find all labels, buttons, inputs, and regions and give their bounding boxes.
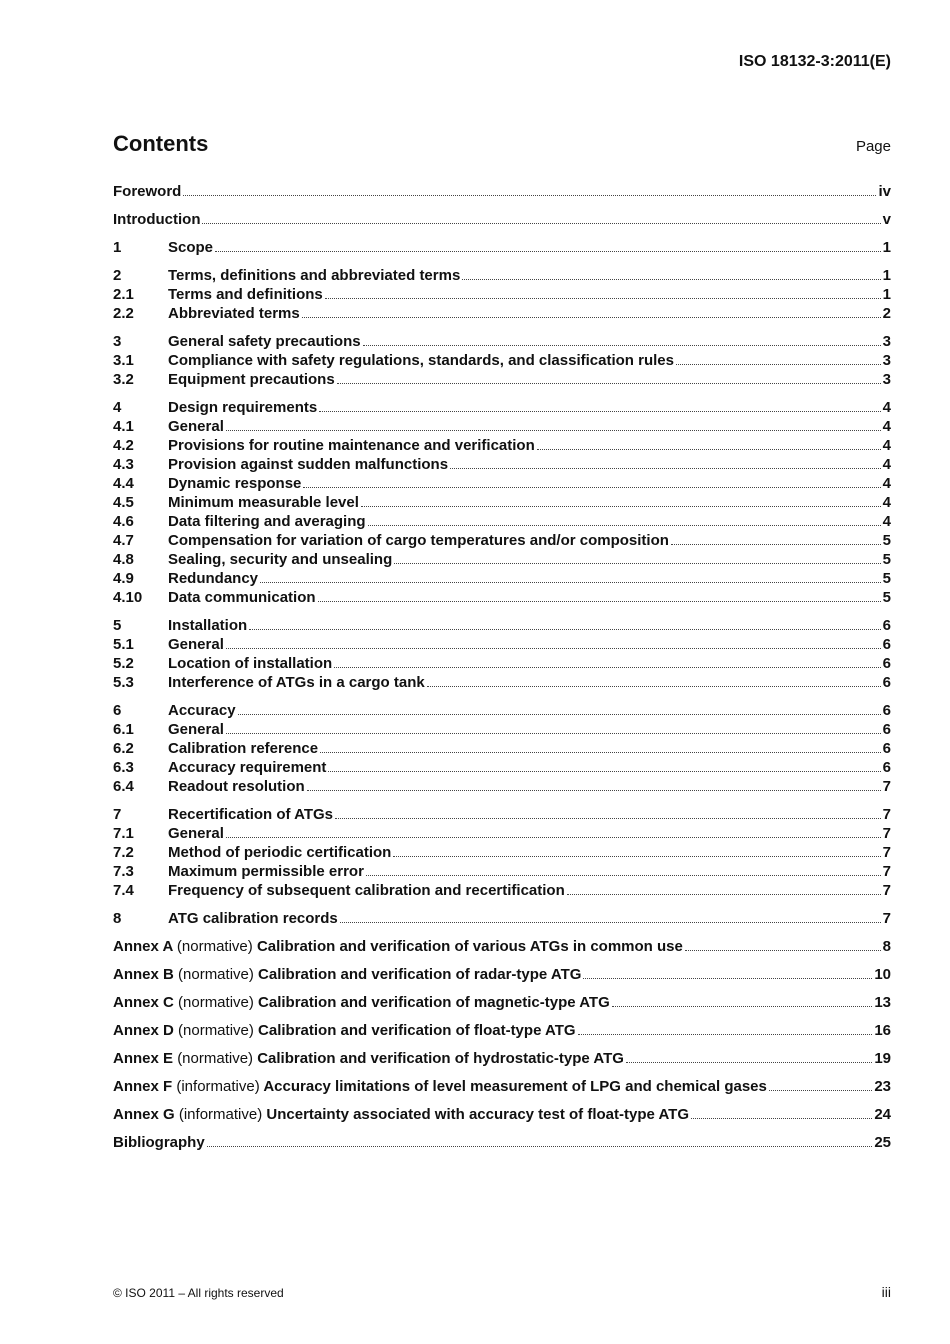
table-of-contents	[113, 182, 891, 1152]
toc-entry-heading: Sealing, security and unsealing	[168, 551, 393, 568]
toc-entry-number: 7.2	[113, 844, 134, 861]
toc-entry-prefix: Introduction	[113, 211, 201, 228]
document-reference: ISO 18132-3:2011(E)	[738, 53, 891, 70]
toc-entry-title	[113, 1077, 767, 1096]
toc-entry-number: 5.3	[113, 674, 134, 691]
toc-entry[interactable]	[113, 531, 891, 550]
toc-entry-title	[168, 739, 318, 758]
toc-dot-leader	[676, 363, 881, 365]
toc-entry-page: 1	[882, 267, 891, 284]
toc-dot-leader	[202, 222, 880, 224]
toc-dot-leader	[249, 628, 880, 630]
toc-entry-title	[168, 285, 323, 304]
toc-entry-number: 4.10	[113, 589, 143, 606]
toc-entry-page: 4	[882, 513, 891, 530]
toc-entry-page: 4	[882, 475, 891, 492]
toc-entry-number: 4.2	[113, 437, 134, 454]
toc-dot-leader	[318, 600, 881, 602]
toc-entry[interactable]	[113, 588, 891, 607]
toc-entry[interactable]	[113, 569, 891, 588]
toc-dot-leader	[226, 647, 881, 649]
toc-entry-heading: Installation	[168, 617, 248, 634]
toc-entry-heading: Interference of ATGs in a cargo tank	[168, 674, 425, 691]
toc-dot-leader	[307, 789, 881, 791]
toc-entry-page: 6	[882, 617, 891, 634]
toc-entry-title	[168, 758, 326, 777]
toc-entry[interactable]	[113, 1077, 891, 1096]
toc-dot-leader	[226, 836, 881, 838]
toc-entry[interactable]	[113, 1105, 891, 1124]
toc-entry-title	[168, 550, 392, 569]
toc-entry-number: 4.8	[113, 551, 134, 568]
toc-entry-heading: Method of periodic certification	[168, 844, 392, 861]
toc-entry-page: 19	[874, 1050, 891, 1067]
toc-entry-title	[168, 881, 565, 900]
toc-entry-prefix: Annex G	[113, 1106, 175, 1123]
toc-entry-number: 3.2	[113, 371, 134, 388]
contents-title: Contents	[113, 131, 209, 156]
toc-entry[interactable]	[113, 474, 891, 493]
toc-entry-heading: Dynamic response	[168, 475, 302, 492]
toc-entry[interactable]	[113, 351, 891, 370]
toc-entry-heading: General	[168, 721, 224, 738]
toc-entry-number: 6.4	[113, 778, 134, 795]
toc-entry-title	[168, 862, 364, 881]
toc-entry-number: 4.3	[113, 456, 134, 473]
toc-entry-title	[168, 635, 224, 654]
toc-entry[interactable]	[113, 993, 891, 1012]
toc-entry-heading: Provisions for routine maintenance and verification	[168, 437, 535, 454]
toc-entry-page: 7	[882, 910, 891, 927]
toc-dot-leader	[366, 874, 881, 876]
toc-entry-title	[113, 1105, 689, 1124]
toc-entry-heading: Calibration reference	[168, 740, 319, 757]
toc-entry-heading: Calibration and verification of magnetic-type ATG	[258, 994, 610, 1011]
toc-entry[interactable]	[113, 238, 891, 257]
toc-entry-heading: Uncertainty associated with accuracy test of float-type ATG	[266, 1106, 689, 1123]
toc-entry-heading: Accuracy requirement	[168, 759, 327, 776]
toc-entry-heading: Calibration and verification of various ATGs in common use	[256, 938, 683, 955]
toc-dot-leader	[302, 316, 881, 318]
toc-entry-title	[168, 304, 300, 323]
toc-entry-title	[168, 720, 224, 739]
toc-entry-number: 6.2	[113, 740, 134, 757]
toc-entry-annex-type: (normative)	[176, 938, 253, 955]
toc-entry-heading: Terms and definitions	[168, 286, 323, 303]
toc-entry[interactable]	[113, 720, 891, 739]
toc-dot-leader	[238, 713, 881, 715]
toc-entry-page: 8	[882, 938, 891, 955]
toc-entry-prefix: Foreword	[113, 183, 182, 200]
toc-dot-leader	[462, 278, 880, 280]
toc-dot-leader	[337, 382, 881, 384]
toc-entry-page: 6	[882, 740, 891, 757]
toc-entry-title	[113, 182, 181, 201]
toc-entry-page: 5	[882, 551, 891, 568]
toc-entry-title	[113, 1049, 624, 1068]
toc-entry-number: 4.9	[113, 570, 134, 587]
page-number: iii	[881, 1284, 891, 1300]
toc-entry-page: 5	[882, 589, 891, 606]
toc-entry-heading: Compliance with safety regulations, standards, and classification rules	[168, 352, 674, 369]
toc-entry-page: 4	[882, 456, 891, 473]
toc-entry-title	[113, 965, 581, 984]
toc-entry[interactable]	[113, 285, 891, 304]
toc-entry[interactable]	[113, 182, 891, 201]
toc-entry[interactable]	[113, 398, 891, 417]
toc-entry[interactable]	[113, 512, 891, 531]
toc-entry[interactable]	[113, 436, 891, 455]
toc-entry-number: 2	[113, 267, 122, 284]
toc-entry-title	[168, 701, 236, 720]
toc-entry-heading: Abbreviated terms	[168, 305, 300, 322]
toc-dot-leader	[394, 562, 880, 564]
toc-dot-leader	[335, 817, 881, 819]
toc-entry-number: 4.4	[113, 475, 134, 492]
toc-entry[interactable]	[113, 881, 891, 900]
toc-entry-prefix: Annex C	[113, 994, 174, 1011]
toc-entry-annex-type: (normative)	[178, 994, 254, 1011]
toc-entry-page: 3	[882, 333, 891, 350]
toc-entry-page: 23	[874, 1078, 891, 1095]
toc-dot-leader	[303, 486, 880, 488]
toc-entry-page: 7	[882, 844, 891, 861]
toc-entry-annex-type: (normative)	[178, 1022, 254, 1039]
toc-entry-heading: Accuracy	[168, 702, 236, 719]
toc-entry[interactable]	[113, 862, 891, 881]
toc-dot-leader	[334, 666, 880, 668]
toc-entry[interactable]	[113, 1133, 891, 1152]
toc-dot-leader	[325, 297, 881, 299]
toc-dot-leader	[368, 524, 881, 526]
toc-entry-page: 6	[882, 759, 891, 776]
toc-entry-heading: Design requirements	[168, 399, 318, 416]
toc-entry-page: 7	[882, 863, 891, 880]
toc-entry-page: 10	[874, 966, 891, 983]
toc-entry-number: 2.2	[113, 305, 134, 322]
toc-entry[interactable]	[113, 1049, 891, 1068]
toc-entry[interactable]	[113, 210, 891, 229]
toc-entry-number: 1	[113, 239, 122, 256]
toc-entry-page: 3	[882, 371, 891, 388]
toc-entry-number: 6	[113, 702, 122, 719]
toc-entry-annex-type: (informative)	[178, 1106, 263, 1123]
toc-entry-title	[168, 588, 316, 607]
toc-entry-prefix: Annex E	[113, 1050, 174, 1067]
toc-entry-page: v	[882, 211, 891, 228]
toc-dot-leader	[319, 410, 880, 412]
toc-entry-title	[113, 210, 200, 229]
toc-entry[interactable]	[113, 824, 891, 843]
toc-entry-page: 5	[882, 532, 891, 549]
toc-entry-number: 6.3	[113, 759, 134, 776]
toc-entry-page: 7	[882, 882, 891, 899]
toc-entry-prefix: Annex D	[113, 1022, 174, 1039]
toc-entry-heading: Data filtering and averaging	[168, 513, 366, 530]
toc-entry-page: 4	[882, 494, 891, 511]
toc-dot-leader	[320, 751, 881, 753]
toc-entry[interactable]	[113, 493, 891, 512]
toc-entry-heading: Frequency of subsequent calibration and recertification	[168, 882, 565, 899]
toc-entry-heading: General	[168, 636, 224, 653]
toc-entry-title	[168, 266, 460, 285]
toc-entry-heading: Compensation for variation of cargo temperatures and/or composition	[168, 532, 669, 549]
toc-entry-title	[168, 370, 335, 389]
toc-entry[interactable]	[113, 266, 891, 285]
toc-entry-heading: Accuracy limitations of level measurement of LPG and chemical gases	[263, 1078, 767, 1095]
toc-entry-number: 6.1	[113, 721, 134, 738]
toc-entry-title	[168, 474, 301, 493]
toc-entry-prefix: Annex A	[113, 938, 173, 955]
toc-dot-leader	[578, 1033, 873, 1035]
toc-entry-number: 7.3	[113, 863, 134, 880]
toc-entry[interactable]	[113, 909, 891, 928]
toc-entry[interactable]	[113, 843, 891, 862]
toc-entry-page: 16	[874, 1022, 891, 1039]
toc-entry-heading: General	[168, 418, 224, 435]
toc-dot-leader	[340, 921, 881, 923]
toc-dot-leader	[537, 448, 881, 450]
toc-entry-heading: Calibration and verification of float-type ATG	[258, 1022, 576, 1039]
toc-entry-heading: Maximum permissible error	[168, 863, 364, 880]
toc-entry-heading: Minimum measurable level	[168, 494, 359, 511]
toc-entry-title	[168, 238, 213, 257]
toc-dot-leader	[328, 770, 880, 772]
toc-dot-leader	[361, 505, 881, 507]
toc-entry-number: 4.6	[113, 513, 134, 530]
toc-entry-heading: General	[168, 825, 224, 842]
toc-entry-number: 4.5	[113, 494, 134, 511]
toc-entry-heading: Recertification of ATGs	[168, 806, 334, 823]
toc-entry-page: 24	[874, 1106, 891, 1123]
toc-entry-heading: Readout resolution	[168, 778, 305, 795]
toc-entry-page: 6	[882, 636, 891, 653]
toc-entry[interactable]	[113, 965, 891, 984]
toc-entry-page: 7	[882, 825, 891, 842]
toc-dot-leader	[567, 893, 881, 895]
toc-entry-heading: Redundancy	[168, 570, 259, 587]
toc-entry-annex-type: (normative)	[178, 966, 254, 983]
toc-entry-heading: ATG calibration records	[168, 910, 338, 927]
toc-entry-number: 8	[113, 910, 122, 927]
toc-entry[interactable]	[113, 417, 891, 436]
toc-entry-annex-type: (informative)	[176, 1078, 260, 1095]
toc-entry-page: 2	[882, 305, 891, 322]
toc-entry-heading: Terms, definitions and abbreviated terms	[168, 267, 461, 284]
toc-entry-heading: General safety precautions	[168, 333, 361, 350]
toc-entry[interactable]	[113, 455, 891, 474]
toc-entry-title	[113, 937, 683, 956]
toc-entry-number: 7	[113, 806, 122, 823]
toc-entry[interactable]	[113, 937, 891, 956]
toc-entry-page: 7	[882, 778, 891, 795]
toc-entry[interactable]	[113, 550, 891, 569]
toc-entry-prefix: Annex F	[113, 1078, 173, 1095]
toc-entry-prefix: Bibliography	[113, 1134, 205, 1151]
toc-entry[interactable]	[113, 332, 891, 351]
toc-entry-number: 3	[113, 333, 122, 350]
toc-dot-leader	[691, 1117, 872, 1119]
toc-dot-leader	[427, 685, 881, 687]
toc-entry[interactable]	[113, 758, 891, 777]
toc-dot-leader	[260, 581, 881, 583]
toc-dot-leader	[671, 543, 881, 545]
toc-entry-title	[168, 805, 333, 824]
toc-entry-page: 5	[882, 570, 891, 587]
toc-entry-heading: Calibration and verification of hydrostatic-type ATG	[257, 1050, 624, 1067]
toc-entry-title	[113, 993, 610, 1012]
toc-entry-title	[168, 531, 669, 550]
toc-dot-leader	[626, 1061, 872, 1063]
toc-entry-page: 6	[882, 674, 891, 691]
toc-entry-title	[168, 824, 224, 843]
toc-entry-title	[168, 777, 305, 796]
toc-entry[interactable]	[113, 805, 891, 824]
toc-dot-leader	[207, 1145, 873, 1147]
toc-entry-page: 7	[882, 806, 891, 823]
toc-dot-leader	[226, 732, 881, 734]
toc-entry-number: 4.1	[113, 418, 134, 435]
toc-entry-title	[168, 436, 535, 455]
toc-entry-page: 3	[882, 352, 891, 369]
toc-entry[interactable]	[113, 701, 891, 720]
toc-entry-title	[168, 909, 338, 928]
toc-dot-leader	[769, 1089, 872, 1091]
toc-entry[interactable]	[113, 635, 891, 654]
toc-entry[interactable]	[113, 777, 891, 796]
toc-entry-page: 4	[882, 418, 891, 435]
toc-entry[interactable]	[113, 673, 891, 692]
toc-entry-number: 7.1	[113, 825, 134, 842]
toc-entry[interactable]	[113, 1021, 891, 1040]
toc-entry-title	[168, 398, 317, 417]
toc-entry-heading: Location of installation	[168, 655, 333, 672]
toc-entry-heading: Scope	[168, 239, 214, 256]
copyright-notice: © ISO 2011 – All rights reserved	[113, 1286, 284, 1300]
toc-dot-leader	[363, 344, 881, 346]
toc-entry[interactable]	[113, 739, 891, 758]
toc-dot-leader	[685, 949, 881, 951]
toc-entry-title	[168, 673, 425, 692]
toc-entry-page: 6	[882, 721, 891, 738]
toc-entry-title	[168, 351, 674, 370]
toc-entry-number: 3.1	[113, 352, 134, 369]
toc-entry[interactable]	[113, 304, 891, 323]
toc-entry-number: 5.2	[113, 655, 134, 672]
toc-dot-leader	[183, 194, 876, 196]
toc-entry-number: 4	[113, 399, 122, 416]
toc-entry-title	[113, 1021, 576, 1040]
toc-entry-title	[168, 616, 247, 635]
toc-entry-number: 2.1	[113, 286, 134, 303]
toc-entry-title	[168, 569, 258, 588]
toc-entry-prefix: Annex B	[113, 966, 174, 983]
toc-entry[interactable]	[113, 370, 891, 389]
toc-dot-leader	[215, 250, 881, 252]
toc-dot-leader	[583, 977, 872, 979]
page-column-label: Page	[855, 138, 891, 155]
toc-entry-page: 4	[882, 399, 891, 416]
toc-dot-leader	[612, 1005, 873, 1007]
toc-entry-title	[168, 493, 359, 512]
toc-entry-number: 5	[113, 617, 122, 634]
toc-entry-number: 7.4	[113, 882, 134, 899]
toc-entry[interactable]	[113, 616, 891, 635]
toc-entry-page: 6	[882, 702, 891, 719]
toc-entry-heading: Calibration and verification of radar-type ATG	[258, 966, 582, 983]
toc-entry-title	[168, 654, 332, 673]
toc-dot-leader	[226, 429, 881, 431]
toc-entry-page: 13	[874, 994, 891, 1011]
toc-entry-title	[168, 455, 448, 474]
toc-entry-page: 1	[882, 286, 891, 303]
toc-entry-title	[168, 512, 366, 531]
toc-entry-number: 5.1	[113, 636, 134, 653]
toc-entry-page: 1	[882, 239, 891, 256]
toc-entry-page: 4	[882, 437, 891, 454]
toc-entry-annex-type: (normative)	[177, 1050, 254, 1067]
toc-dot-leader	[393, 855, 880, 857]
toc-entry-page: 6	[882, 655, 891, 672]
toc-entry-heading: Equipment precautions	[168, 371, 335, 388]
toc-entry-page: iv	[878, 183, 891, 200]
toc-entry-heading: Data communication	[168, 589, 316, 606]
toc-entry-title	[168, 332, 361, 351]
toc-entry-title	[113, 1133, 205, 1152]
toc-entry[interactable]	[113, 654, 891, 673]
toc-entry-title	[168, 843, 391, 862]
toc-entry-number: 4.7	[113, 532, 134, 549]
toc-dot-leader	[450, 467, 881, 469]
toc-entry-page: 25	[874, 1134, 891, 1151]
toc-entry-title	[168, 417, 224, 436]
toc-entry-heading: Provision against sudden malfunctions	[168, 456, 449, 473]
